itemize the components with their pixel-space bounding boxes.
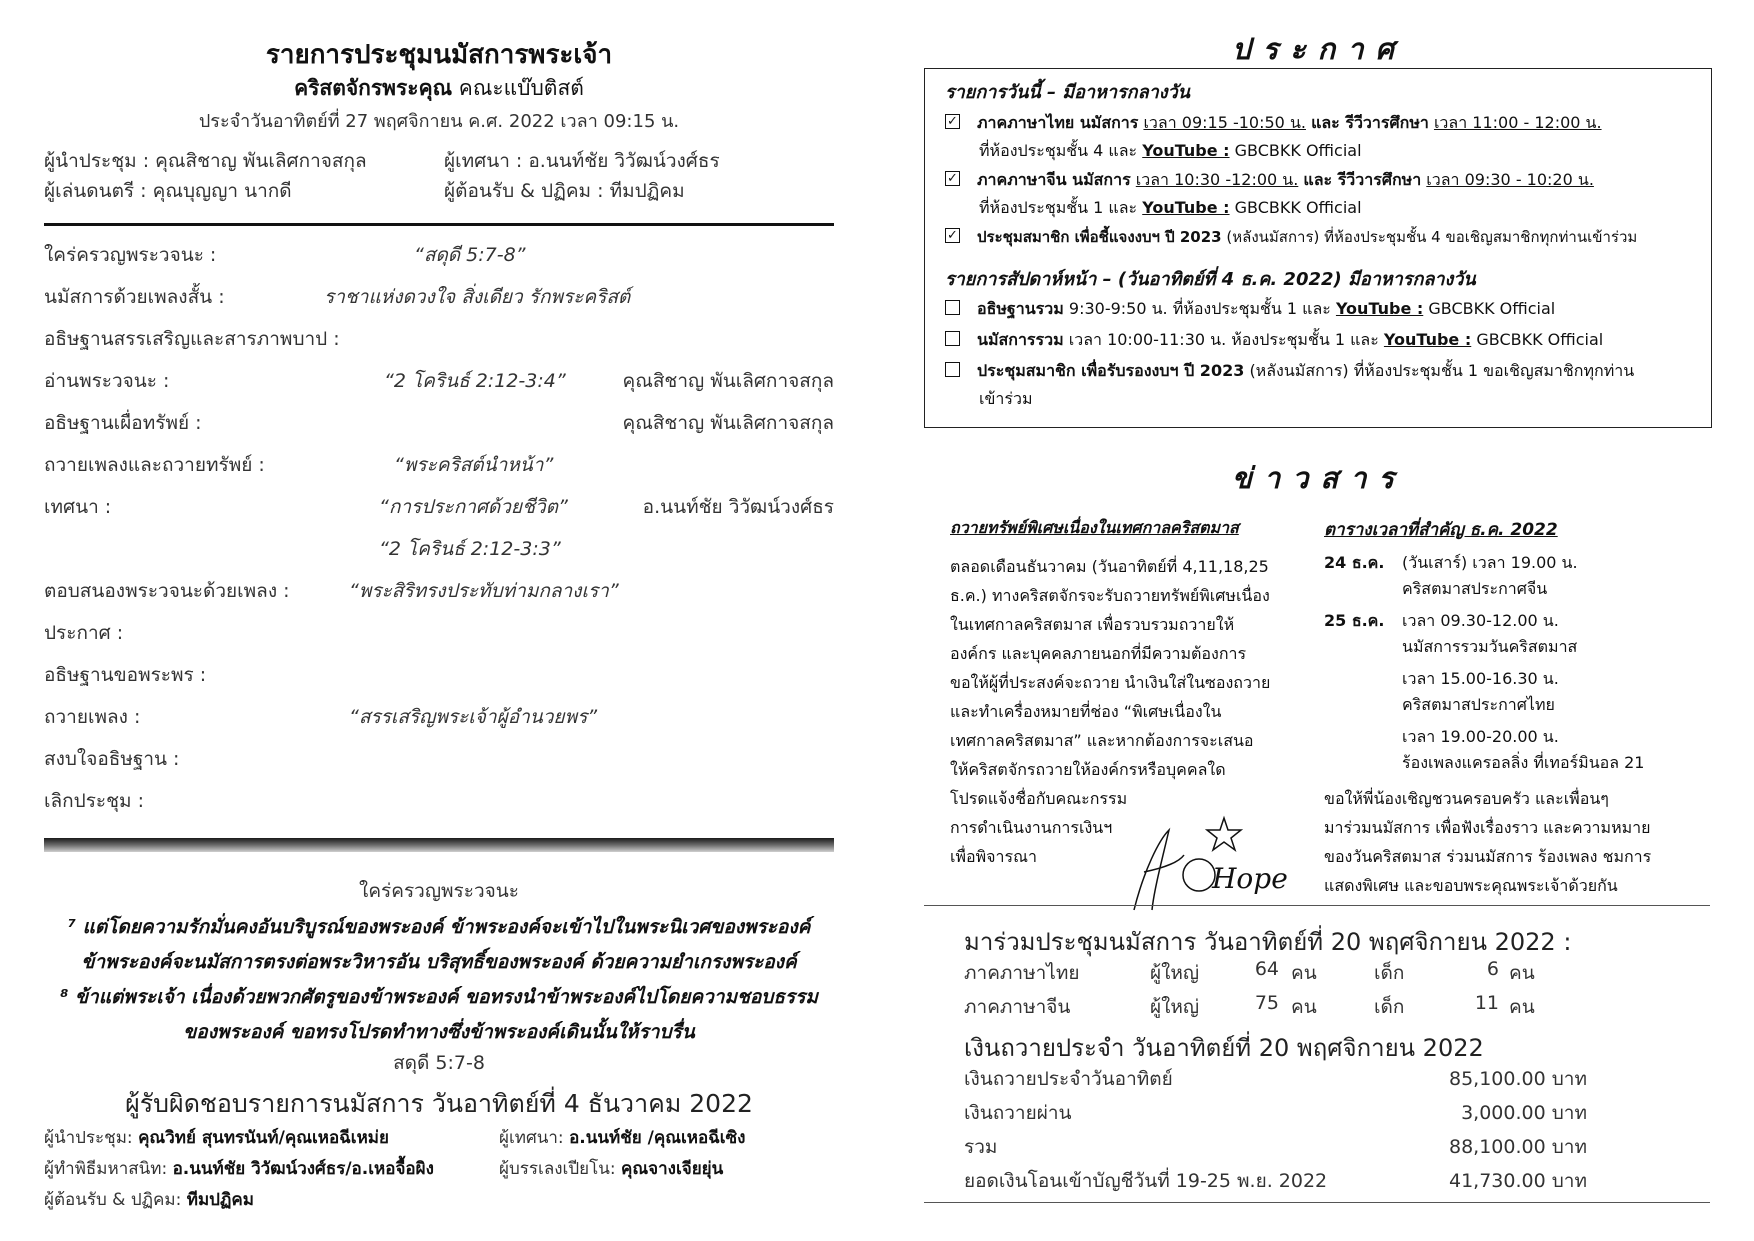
attendance-child-label: เด็ก (1374, 962, 1405, 984)
program-row: ถวายเพลงและถวายทรัพย์ : “พระคริสต์นำหน้า” (44, 454, 554, 476)
attendance-adult-label: ผู้ใหญ่ (1150, 996, 1200, 1018)
offering-label: เงินถวายประจำวันอาทิตย์ (964, 1068, 1173, 1090)
next-week-presider: ผู้นำประชุม: คุณวิทย์ สุนทรนันท์/คุณเหอฉีเหม่ย (44, 1128, 389, 1148)
offering-label: ยอดเงินโอนเข้าบัญชีวันที่ 19-25 พ.ย. 2022 (964, 1170, 1328, 1192)
program-row: ตอบสนองพระวจนะด้วยเพลง : “พระสิริทรงประทับท่ามกลางเรา” (44, 580, 619, 602)
program-row: นมัสการด้วยเพลงสั้น : ราชาแห่งดวงใจ สิ่งเดียว รักพระคริสต์ (44, 286, 631, 308)
attendance-child-label: เด็ก (1374, 996, 1405, 1018)
church-name-bold: คริสตจักรพระคุณ (294, 76, 453, 100)
next-week-communion: ผู้ทำพิธีมหาสนิท: อ.นนท์ชัย วิวัฒน์วงศ์ธร/อ.เหอจื้อผิง (44, 1159, 434, 1179)
church-name (44, 72, 834, 105)
schedule-date: 25 ธ.ค. (1324, 611, 1385, 630)
next-week-announcements-title: รายการสัปดาห์หน้า – (วันอาทิตย์ที่ 4 ธ.ค. 2022) มีอาหารกลางวัน (945, 269, 1476, 290)
attendance-group: ภาคภาษาจีน (964, 996, 1071, 1018)
meditation-verse: ⁷ แต่โดยความรักมั่นคงอันบริบูรณ์ของพระองค์ ข้าพระองค์จะเข้าไปในพระนิเวศของพระองค์ ข้าพระองค์จะนมัสการตรงต่อพระวิหารอัน บริสุทธิ์ของพระองค์ ด้วยความยำเกรงพระองค์ ⁸ ข้าแต่พระเจ้า เนื่องด้วยพวกศัตรูของข้าพระองค์ ขอทรงนำข้าพระองค์ไปโดยความชอบธรรม ของพระองค์ ขอทรงโปรดทำทางซึ่งข้าพระองค์เดินนั้นให้ราบรื่น (60, 916, 818, 1043)
attendance-adults: 64 (1254, 958, 1279, 980)
today-item-member-meeting: ✓ ประชุมสมาชิก เพื่อชี้แจงงบฯ ปี 2023 (หลังนมัสการ) ที่ห้องประชุมชั้น 4 ขอเชิญสมาชิกทุกท่านเข้าร่วม (945, 223, 1705, 251)
checked-box-icon: ✓ (945, 171, 960, 186)
program-row: เลิกประชุม : (44, 790, 144, 812)
program-row: เทศนา : “การประกาศด้วยชีวิต” อ.นนท์ชัย วิวัฒน์วงศ์ธร (44, 496, 834, 518)
today-title: รายการวันนี้ – มีอาหารกลางวัน (945, 82, 1190, 103)
program-row: “2 โครินธ์ 2:12-3:3” (379, 538, 561, 560)
meditation-title: ใคร่ครวญพระวจนะ (359, 880, 519, 902)
checked-box-icon: ✓ (945, 228, 960, 243)
checked-box-icon: ✓ (945, 114, 960, 129)
service-date: ประจำวันอาทิตย์ที่ 27 พฤศจิกายน ค.ศ. 2022 เวลา 09:15 น. (198, 111, 680, 132)
today-item-thai: ✓ ภาคภาษาไทย นมัสการ เวลา 09:15 -10:50 น. และ รีวีวารศึกษา เวลา 11:00 - 12:00 น. ที่ห้องประชุมชั้น 4 และ YouTube : GBCBKK Official (945, 109, 1705, 165)
next-item-worship: นมัสการรวม เวลา 10:00-11:30 น. ห้องประชุมชั้น 1 และ YouTube : GBCBKK Official (945, 326, 1705, 354)
schedule-title: ตารางเวลาที่สำคัญ ธ.ค. 2022 (1324, 520, 1558, 540)
order-of-worship (44, 30, 834, 1225)
news-title: ข่าวสาร (1232, 461, 1406, 495)
divider (44, 223, 834, 226)
meditation-reference: สดุดี 5:7-8 (393, 1052, 485, 1074)
hope-doodle (1124, 810, 1288, 915)
attendance-adult-label: ผู้ใหญ่ (1150, 962, 1200, 984)
offering-news-title: ถวายทรัพย์พิเศษเนื่องในเทศกาลคริสตมาส (950, 518, 1239, 537)
attendance-adults: 75 (1254, 992, 1279, 1014)
attendance-children: 11 (1474, 992, 1499, 1014)
next-week-usher: ผู้ต้อนรับ & ปฏิคม: ทีมปฏิคม (44, 1190, 254, 1210)
today-item-chinese: ✓ ภาคภาษาจีน นมัสการ เวลา 10:30 -12:00 น. และ รีวีวารศึกษา เวลา 09:30 - 10:20 น. ที่ห้องประชุมชั้น 1 และ YouTube : GBCBKK Official (945, 166, 1705, 222)
offering-label: รวม (964, 1136, 998, 1158)
next-week-pianist: ผู้บรรเลงเปียโน: คุณจางเจียยุ่น (499, 1159, 724, 1179)
leader-musician: ผู้เล่นดนตรี : คุณบุญญา นากดี (44, 180, 292, 202)
leader-usher: ผู้ต้อนรับ & ปฏิคม : ทีมปฏิคม (444, 180, 685, 202)
schedule-item: เวลา 19.00-20.00 น. ร้องเพลงแครอลลิ่ง ที่เทอร์มินอล 21 (1402, 727, 1645, 772)
schedule-item: (วันเสาร์) เวลา 19.00 น. คริสตมาสประกาศจีน (1402, 553, 1578, 598)
checkbox-icon (945, 331, 960, 346)
attendance-title: มาร่วมประชุมนมัสการ วันอาทิตย์ที่ 20 พฤศจิกายน 2022 : (964, 928, 1572, 956)
attendance-unit: คน (1509, 996, 1535, 1018)
attendance-group: ภาคภาษาไทย (964, 962, 1080, 984)
attendance-unit: คน (1291, 962, 1317, 984)
offering-news-text: ตลอดเดือนธันวาคม (วันอาทิตย์ที่ 4,11,18,25 ธ.ค.) ทางคริสตจักรจะรับถวายทรัพย์พิเศษเนื่อง ในเทศกาลคริสตมาส เพื่อรวบรวมถวายให้ องค์กร และบุคคลภายนอกที่มีความต้องการ ขอให้ผู้ที่ประสงค์จะถวาย นำเงินใส่ในซองถวาย และทำเครื่องหมายที่ช่อง “พิเศษเนื่องใน เทศกาลคริสตมาส” และหากต้องการจะเสนอ ให้คริสตจักรถวายให้องค์กรหรือบุคคลใด โปรดแจ้งชื่อกับคณะกรรม การดำเนินงานการเงินฯ เพื่อพิจารณา (950, 557, 1271, 866)
program-row: ถวายเพลง : “สรรเสริญพระเจ้าผู้อำนวยพร” (44, 706, 598, 728)
divider (924, 905, 1710, 906)
offering-amount: 3,000.00 บาท (1461, 1102, 1587, 1124)
announcements-box (924, 68, 1712, 428)
next-item-prayer: อธิษฐานรวม 9:30-9:50 น. ที่ห้องประชุมชั้น 1 และ YouTube : GBCBKK Official (945, 295, 1705, 323)
schedule-item: เวลา 15.00-16.30 น. คริสตมาสประกาศไทย (1402, 669, 1559, 714)
program-row: อธิษฐานขอพระพร : (44, 664, 207, 686)
divider (924, 1202, 1710, 1203)
hope-word: Hope (1212, 862, 1288, 895)
offering-amount: 41,730.00 บาท (1449, 1170, 1587, 1192)
leader-presider: ผู้นำประชุม : คุณสิชาญ พันเลิศกาจสกุล (44, 150, 367, 172)
program-row: อธิษฐานสรรเสริญและสารภาพบาป : (44, 328, 340, 350)
offering-amount: 85,100.00 บาท (1449, 1068, 1587, 1090)
next-week-preacher: ผู้เทศนา: อ.นนท์ชัย /คุณเหอฉีเซิง (499, 1128, 746, 1148)
leader-preacher: ผู้เทศนา : อ.นนท์ชัย วิวัฒน์วงศ์ธร (444, 150, 720, 172)
attendance-unit: คน (1509, 962, 1535, 984)
schedule-item: เวลา 09.30-12.00 น. นมัสการรวมวันคริสตมาส (1402, 611, 1578, 656)
program-row: ใคร่ครวญพระวจนะ : “สดุดี 5:7-8” (44, 244, 526, 266)
checkbox-icon (945, 362, 960, 377)
attendance-children: 6 (1486, 958, 1499, 980)
program-row: อธิษฐานเผื่อทรัพย์ : คุณสิชาญ พันเลิศกาจสกุล (44, 412, 834, 434)
church-name-rest: คณะแบ๊บติสต์ (458, 76, 584, 100)
offering-amount: 88,100.00 บาท (1449, 1136, 1587, 1158)
announcements-title: ประกาศ (1232, 32, 1406, 66)
program-row: อ่านพระวจนะ : “2 โครินธ์ 2:12-3:4” คุณสิชาญ พันเลิศกาจสกุล (44, 370, 834, 392)
next-week-title: ผู้รับผิดชอบรายการนมัสการ วันอาทิตย์ที่ 4 ธันวาคม 2022 (125, 1089, 753, 1118)
checkbox-icon (945, 300, 960, 315)
program-row: ประกาศ : (44, 622, 124, 644)
section-bar (44, 838, 834, 852)
order-title: รายการประชุมนมัสการพระเจ้า (265, 40, 613, 70)
schedule-date: 24 ธ.ค. (1324, 553, 1385, 572)
invite-text: ขอให้พี่น้องเชิญชวนครอบครัว และเพื่อนๆ มาร่วมนมัสการ เพื่อฟังเรื่องราว และความหมาย ของวันคริสตมาส ร่วมนมัสการ ร้องเพลง ชมการ แสดงพิเศษ และขอบพระคุณพระเจ้าด้วยกัน (1324, 789, 1652, 895)
attendance-unit: คน (1291, 996, 1317, 1018)
offering-label: เงินถวายผ่าน (964, 1102, 1072, 1124)
announcements-column (924, 30, 1714, 1225)
offering-stats-title: เงินถวายประจำ วันอาทิตย์ที่ 20 พฤศจิกายน 2022 (964, 1034, 1484, 1062)
next-item-member-meeting: ประชุมสมาชิก เพื่อรับรองงบฯ ปี 2023 (หลังนมัสการ) ที่ห้องประชุมชั้น 1 ขอเชิญสมาชิกทุกท่าน เข้าร่วม (945, 357, 1705, 413)
program-row: สงบใจอธิษฐาน : (44, 748, 180, 770)
